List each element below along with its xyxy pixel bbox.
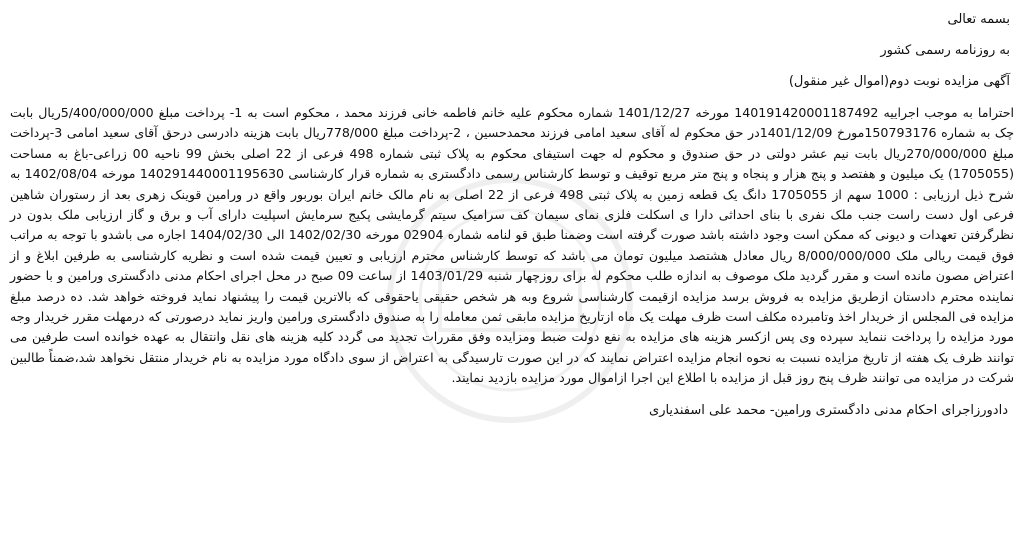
notice-title: آگهی مزایده نوبت دوم(اموال غیر منقول) — [788, 74, 1010, 89]
signature-line: دادورزاجرای احکام مدنی دادگستری ورامین- محمد علی اسفندیاری — [649, 402, 1008, 418]
notice-body: احتراما به موجب اجراییه 140191420001187492 مورخه 1401/12/27 شماره محکوم علیه خانم فاطمه خانی فرزند محمد ، محکوم است به 1- پرداخت مبلغ 5/400/000/000ریال بابت چک به شماره 150793176مورخ 1401/12/09در حق محکوم له آقای سعید امامی فرزند محمدحسین ، 2-پرداخت مبلغ 778/000ریال بابت هزینه دادرسی درحق آقای سعید امامی 3-پرداخت مبلغ 270/000/000ریال بابت نیم عشر دولتی در حق صندوق و محکوم له جهت استیفای محکوم به پلاک ثبتی شماره 498 فرعی از 22 اصلی بخش 99 ناحیه 00 زراعی-باغ به مساحت (1705055) یک میلیون و هفتصد و پنج هزار و پنجاه و پنج متر مربع توقیف و توسط کارشناس رسمی دادگستری به شماره قرار کارشناسی 140291440001195630 مورخه 1402/08/04 به شرح ذیل ارزیابی : 1000 سهم از 1705055 دانگ یک قطعه زمین به پلاک ثبتی 498 فرعی از 22 اصلی به نام مالک خانم ایران بوربور واقع در ورامین قوینک زهری بعد از رستوران شاهین فرعی اول دست راست جنب ملک نفری با بنای احداثی دارا ی اسکلت فلزی نمای سیمان کف سرامیک سیتم گرمایشی پکیج سرمایش اسپلیت دارای آب و برق و گاز ارزیابی ملک بدون در نظرگرفتن تعهدات و دیونی که ممکن است وجود داشته باشد صورت گرفته است وضمنا طبق قو لنامه شماره 02904 مورخه 1402/02/30 الی 1404/02/30 اجاره می باشدو با توجه به مراتب فوق قیمت ریالی ملک 8/000/000/000 ریال معادل هشتصد میلیون تومان می باشد که توسط کارشناس محترم ارزیابی و تعیین قیمت شده است و نظریه کارشناسی به طرفین ابلاغ و از اعتراض مصون مانده است و مقرر گردید ملک موصوف به اندازه طلب محکوم له برای روزچهار شنبه 1403/01/29 از ساعت 09 صبح در محل اجرای احکام مدنی دادگستری ورامین و با حضور نماینده محترم دادستان ازطریق مزایده به فروش برسد مزایده ازقیمت کارشناسی شروع وبه هر شخص حقیقی یاحقوقی که بالاترین قیمت را پیشنهاد نماید فروخته خواهد شد. ده درصد مبلغ مزایده فی المجلس از خریدار اخذ وتامبرده مکلف است ظرف مهلت یک ماه ازتاریخ مزایده مابقی ثمن معامله را به صندوق دادگستری ورامین واریز نماید درصورتی که درمهلت مقرر خریدار وجه مورد مزایده را پرداخت ننماید سپرده وی پس ازکسر هزینه های مزایده به نفع دولت ضبط ومزایده وفق مقررات تجدید می گردد کلیه هزینه های نقل وانتقال به عهده خوانده است طرفین می توانند ظرف یک هفته از تاریخ مزایده نسبت به نحوه انجام مزایده اعتراض نمایند که در این صورت تارسیدگی به اعتراض از سوی دادگاه مورد مزایده به نام خریدار منتقل نخواهد شد،ضمناً طالبین شرکت در مزایده می توانند ظرف پنج روز قبل از مزایده با اطلاع این اجرا ازاموال مورد مزایده بازدید نمایند. — [10, 105, 1015, 386]
header-recipient: به روزنامه رسمی کشور — [880, 43, 1010, 58]
header-greeting: بسمه تعالی — [947, 12, 1010, 27]
